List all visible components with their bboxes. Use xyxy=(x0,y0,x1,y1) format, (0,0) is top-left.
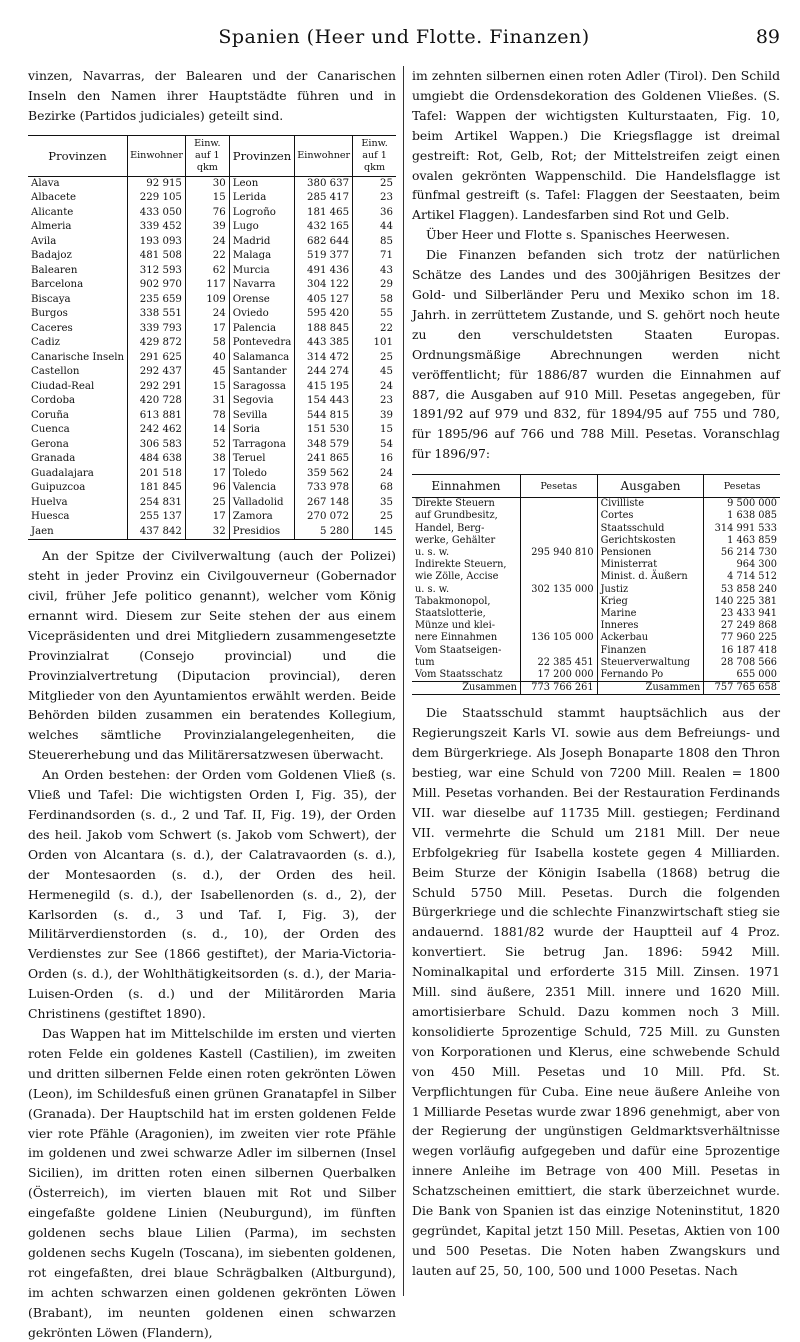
province-name: Segovia xyxy=(229,394,295,409)
province-population: 267 148 xyxy=(295,496,353,511)
document-page xyxy=(28,0,780,1340)
province-density: 15 xyxy=(353,423,396,438)
province-population: 188 845 xyxy=(295,322,353,337)
province-name: Zamora xyxy=(229,510,295,525)
total-income: 773 766 261 xyxy=(520,682,597,695)
army-reference-paragraph: Über Heer und Flotte s. Spanisches Heerwesen. xyxy=(426,227,730,243)
expense-item: Steuerverwaltung xyxy=(597,657,704,669)
income-item: werke, Gehälter xyxy=(415,534,496,546)
province-density: 24 xyxy=(353,467,396,482)
province-name: Saragossa xyxy=(229,380,295,395)
province-name: Granada xyxy=(31,453,76,465)
province-row xyxy=(28,249,396,264)
total-expense: 757 765 658 xyxy=(704,682,780,695)
province-density: 145 xyxy=(353,525,396,540)
expense-item: Minist. d. Äußern xyxy=(597,571,704,583)
expense-item: Marine xyxy=(597,608,704,620)
province-name: Biscaya xyxy=(31,293,71,305)
province-name: Malaga xyxy=(229,249,295,264)
province-row xyxy=(28,525,396,540)
income-item: tum xyxy=(415,656,435,668)
province-density: 58 xyxy=(185,336,229,351)
income-amount: 22 385 451 xyxy=(520,657,597,669)
budget-table xyxy=(412,474,780,695)
province-population: 151 530 xyxy=(295,423,353,438)
page-header xyxy=(28,26,780,56)
expense-amount: 28 708 566 xyxy=(704,657,780,669)
province-row xyxy=(28,191,396,206)
province-name: Alicante xyxy=(31,206,74,218)
budget-row xyxy=(412,498,780,511)
province-population: 285 417 xyxy=(295,191,353,206)
budget-total-row xyxy=(412,682,780,695)
province-row xyxy=(28,220,396,235)
province-density: 24 xyxy=(185,307,229,322)
province-population: 491 436 xyxy=(295,264,353,279)
province-population: 92 915 xyxy=(128,176,186,191)
right-column xyxy=(412,66,780,1281)
income-item: Indirekte Steuern, xyxy=(415,559,507,571)
province-population: 244 274 xyxy=(295,365,353,380)
province-density: 25 xyxy=(353,351,396,366)
province-population: 304 122 xyxy=(295,278,353,293)
province-row xyxy=(28,365,396,380)
expense-item: Krieg xyxy=(597,596,704,608)
income-amount xyxy=(520,510,597,522)
province-population: 229 105 xyxy=(128,191,186,206)
province-population: 595 420 xyxy=(295,307,353,322)
province-name: Guadalajara xyxy=(31,467,94,479)
expense-item: Ackerbau xyxy=(597,632,704,644)
province-name: Murcia xyxy=(229,264,295,279)
province-row xyxy=(28,206,396,221)
province-density: 39 xyxy=(185,220,229,235)
income-item: u. s. w. xyxy=(415,583,450,595)
page-number: 89 xyxy=(755,26,780,48)
province-density: 45 xyxy=(353,365,396,380)
income-amount: 136 105 000 xyxy=(520,632,597,644)
province-name: Almeria xyxy=(31,221,72,233)
province-population: 254 831 xyxy=(128,496,186,511)
intro-paragraph: vinzen, Navarras, der Balearen und der Canarischen Inseln den Namen ihrer Hauptstädte führen und in Bezirke (Partidos judiciales) geteilt sind. xyxy=(28,68,396,123)
province-population: 235 659 xyxy=(128,293,186,308)
expense-amount: 1 638 085 xyxy=(704,510,780,522)
province-population: 348 579 xyxy=(295,438,353,453)
expense-item: Cortes xyxy=(597,510,704,522)
income-amount xyxy=(520,608,597,620)
province-name: Coruña xyxy=(31,409,69,421)
province-row xyxy=(28,452,396,467)
province-population: 339 793 xyxy=(128,322,186,337)
province-density: 68 xyxy=(353,481,396,496)
province-density: 25 xyxy=(353,176,396,191)
province-density: 45 xyxy=(185,365,229,380)
province-name: Cuenca xyxy=(31,424,70,436)
col-header-province: Provinzen xyxy=(28,135,128,176)
province-name: Orense xyxy=(229,293,295,308)
income-item: nere Einnahmen xyxy=(415,632,498,644)
budget-row xyxy=(412,535,780,547)
province-population: 443 385 xyxy=(295,336,353,351)
budget-row xyxy=(412,547,780,559)
province-name: Huesca xyxy=(31,511,70,523)
province-row xyxy=(28,235,396,250)
budget-row xyxy=(412,596,780,608)
province-name: Lerida xyxy=(229,191,295,206)
province-population: 519 377 xyxy=(295,249,353,264)
province-population: 429 872 xyxy=(128,336,186,351)
province-name: Caceres xyxy=(31,322,73,334)
finances-paragraph: Die Finanzen befanden sich trotz der natürlichen Schätze des Landes und des 300jährigen Besitzes der Gold- und Silberländer Peru und Mexiko schon im 18. Jahrh. in zerrüttetem Zustande, und S. gehört noch heute zu den verschuldetsten Staaten Europas. Ordnungsmäßige Abrechnungen werden nicht veröffentlicht; für 1886/87 wurden die Einnahmen auf 887, die Ausgaben auf 910 Mill. Pesetas angegeben, für 1891/92 auf 979 und 832, für 1894/95 auf 755 und 780, für 1895/96 auf 766 und 788 Mill. Pesetas. Voranschlag für 1896/97: xyxy=(412,247,780,462)
expense-amount: 655 000 xyxy=(704,669,780,682)
province-density: 14 xyxy=(185,423,229,438)
province-row xyxy=(28,264,396,279)
expense-amount: 53 858 240 xyxy=(704,584,780,596)
province-population: 481 508 xyxy=(128,249,186,264)
income-amount xyxy=(520,571,597,583)
income-amount xyxy=(520,596,597,608)
budget-row xyxy=(412,608,780,620)
province-name: Salamanca xyxy=(229,351,295,366)
income-item: auf Grundbesitz, xyxy=(415,510,498,522)
province-name: Ciudad-Real xyxy=(31,380,95,392)
province-name: Barcelona xyxy=(31,279,84,291)
province-row xyxy=(28,176,396,191)
province-density: 17 xyxy=(185,467,229,482)
province-name: Gerona xyxy=(31,438,69,450)
budget-header-row xyxy=(412,475,780,498)
province-name: Albacete xyxy=(31,192,77,204)
province-density: 24 xyxy=(353,380,396,395)
provinces-header-row xyxy=(28,135,396,176)
province-row xyxy=(28,380,396,395)
column-divider xyxy=(403,66,404,1296)
province-population: 201 518 xyxy=(128,467,186,482)
expense-amount: 140 225 381 xyxy=(704,596,780,608)
province-name: Logroño xyxy=(229,206,295,221)
expense-amount: 964 300 xyxy=(704,559,780,571)
province-population: 291 625 xyxy=(128,351,186,366)
province-population: 241 865 xyxy=(295,452,353,467)
coat-of-arms-paragraph: Das Wappen hat im Mittelschilde im ersten und vierten roten Felde ein goldenes Kastell (Castilien), im zweiten und dritten silbernen Felde einen roten gekrönten Löwen (Leon), im Schildesfuß einen grünen Granatapfel in Silber (Granada). Der Hauptschild hat im ersten goldenen Felde vier rote Pfähle (Aragonien), im zweiten vier rote Pfähle im goldenen und zwei schwarze Adler im silbernen (Insel Sicilien), im dritten roten einen silbernen Querbalken (Österreich), im vierten blauen mit Rot und Silber eingefaßte goldene Linien (Neuburgund), im fünften goldenen sechs blaue Lilien (Parma), im sechsten goldenen sechs Kugeln (Toscana), im siebenten goldenen, rot eingefaßten, drei blaue Schrägbalken (Altburgund), im achten schwarzen einen goldenen gekrönten Löwen (Brabant), im neunten goldenen einen schwarzen gekrönten Löwen (Flandern), xyxy=(28,1025,396,1340)
province-population: 314 472 xyxy=(295,351,353,366)
expense-item: Pensionen xyxy=(597,547,704,559)
province-population: 339 452 xyxy=(128,220,186,235)
province-density: 32 xyxy=(185,525,229,540)
province-population: 338 551 xyxy=(128,307,186,322)
income-amount xyxy=(520,620,597,632)
province-row xyxy=(28,351,396,366)
province-density: 55 xyxy=(353,307,396,322)
income-item: u. s. w. xyxy=(415,546,450,558)
province-density: 25 xyxy=(353,510,396,525)
income-amount xyxy=(520,559,597,571)
budget-row xyxy=(412,584,780,596)
province-density: 17 xyxy=(185,510,229,525)
province-density: 117 xyxy=(185,278,229,293)
expense-item: Fernando Po xyxy=(597,669,704,682)
province-density: 16 xyxy=(353,452,396,467)
province-name: Valencia xyxy=(229,481,295,496)
expense-amount: 56 214 730 xyxy=(704,547,780,559)
income-amount: 17 200 000 xyxy=(520,669,597,682)
total-label-2: Zusammen xyxy=(597,682,704,695)
budget-table-body xyxy=(412,498,780,682)
province-density: 76 xyxy=(185,206,229,221)
col-header-population-2: Einwohner xyxy=(295,135,353,176)
province-population: 415 195 xyxy=(295,380,353,395)
province-name: Castellon xyxy=(31,366,80,378)
expense-amount: 77 960 225 xyxy=(704,632,780,644)
province-density: 38 xyxy=(185,452,229,467)
province-name: Presidios xyxy=(229,525,295,540)
province-row xyxy=(28,394,396,409)
expense-amount: 9 500 000 xyxy=(704,498,780,511)
province-density: 62 xyxy=(185,264,229,279)
province-population: 682 644 xyxy=(295,235,353,250)
province-density: 22 xyxy=(185,249,229,264)
province-row xyxy=(28,307,396,322)
province-density: 58 xyxy=(353,293,396,308)
income-item: Vom Staatseigen- xyxy=(415,644,502,656)
administration-paragraph: An der Spitze der Civilverwaltung (auch der Polizei) steht in jeder Provinz ein Civilgouverneur (Gobernador civil, früher Jefe politico genannt), welcher vom König ernannt wird. Diesem zur Seite stehen der aus einem Vicepräsidenten und drei Mitgliedern zusammengesetzte Provinzialrat (Consejo provincial) und die Provinzialvertretung (Diputacion provincial), deren Mitglieder von den Ayuntamientos erwählt werden. Beide Behörden bilden zusammen ein beratendes Kollegium, welches sämtliche Provinzialangelegenheiten, die Steuererhebung und das Militärersatzwesen überwacht. xyxy=(28,548,396,763)
expense-item: Staatsschuld xyxy=(597,523,704,535)
state-debt-paragraph: Die Staatsschuld stammt hauptsächlich aus der Regierungszeit Karls VI. sowie aus dem Befreiungs- und dem Bürgerkriege. Als Joseph Bonaparte 1808 den Thron bestieg, war eine Schuld von 7200 Mill. Realen = 1800 Mill. Pesetas vorhanden. Bei der Restauration Ferdinands VII. war dieselbe auf 11735 Mill. gestiegen; Ferdinand VII. vermehrte die Schuld um 2181 Mill. Der neue Erbfolgekrieg für Isabella kostete gegen 4 Milliarden. Beim Sturze der Königin Isabella (1868) betrug die Schuld 5750 Mill. Pesetas. Durch die folgenden Bürgerkriege und die schlechte Finanzwirtschaft stieg sie andauernd. 1881/82 wurde der Hauptteil auf 4 Proz. konvertiert. Sie betrug Jan. 1896: 5942 Mill. Nominalkapital und erforderte 315 Mill. Zinsen. 1971 Mill. sind äußere, 2351 Mill. innere und 1620 Mill. amortisierbare Schuld. Dazu kommen noch 3 Mill. konsolidierte 5prozentige Schuld, 725 Mill. zu Gunsten von Korporationen und Klerus, eine schwebende Schuld von 450 Mill. Pesetas und 10 Mill. Pfd. St. Verpflichtungen für Cuba. Eine neue äußere Anleihe von 1 Milliarde Pesetas wurde zwar 1896 genehmigt, aber von der Regierung der ungünstigen Geldmarktsverhältnisse wegen vorläufig aufgegeben und dafür eine 5prozentige innere Anleihe im Betrage von 400 Mill. Pesetas in Schatzscheinen emittiert, die stark überzeichnet wurde. Die Bank von Spanien ist das einzige Noteninstitut, 1820 gegründet, Kapital jetzt 150 Mill. Pesetas, Aktien von 100 und 500 Pesetas. Die Noten haben Zwangskurs und lauten auf 25, 50, 100, 500 und 1000 Pesetas. Nach xyxy=(412,705,780,1278)
income-amount xyxy=(520,645,597,657)
province-row xyxy=(28,293,396,308)
province-population: 733 978 xyxy=(295,481,353,496)
income-amount xyxy=(520,535,597,547)
income-item: Tabakmonopol, xyxy=(415,595,491,607)
col-header-pesetas-income: Pesetas xyxy=(520,475,597,498)
province-density: 35 xyxy=(353,496,396,511)
expense-item: Gerichtskosten xyxy=(597,535,704,547)
province-name: Guipuzcoa xyxy=(31,482,86,494)
province-density: 109 xyxy=(185,293,229,308)
province-row xyxy=(28,467,396,482)
budget-row xyxy=(412,510,780,522)
province-density: 44 xyxy=(353,220,396,235)
province-row xyxy=(28,438,396,453)
province-population: 484 638 xyxy=(128,452,186,467)
province-population: 181 465 xyxy=(295,206,353,221)
province-name: Jaen xyxy=(31,525,54,537)
province-name: Palencia xyxy=(229,322,295,337)
province-density: 29 xyxy=(353,278,396,293)
province-name: Canarische Inseln xyxy=(31,351,125,363)
province-name: Navarra xyxy=(229,278,295,293)
budget-row xyxy=(412,657,780,669)
provinces-table-body xyxy=(28,176,396,540)
col-header-population: Einwohner xyxy=(128,135,186,176)
income-amount: 302 135 000 xyxy=(520,584,597,596)
province-name: Cadiz xyxy=(31,337,61,349)
province-density: 15 xyxy=(185,191,229,206)
province-density: 36 xyxy=(353,206,396,221)
province-population: 359 562 xyxy=(295,467,353,482)
province-name: Huelva xyxy=(31,496,68,508)
province-density: 30 xyxy=(185,176,229,191)
province-name: Leon xyxy=(229,176,295,191)
province-population: 5 280 xyxy=(295,525,353,540)
province-name: Pontevedra xyxy=(229,336,295,351)
budget-row xyxy=(412,559,780,571)
income-amount xyxy=(520,498,597,511)
province-name: Teruel xyxy=(229,452,295,467)
province-name: Balearen xyxy=(31,264,78,276)
income-item: Handel, Berg- xyxy=(415,522,485,534)
budget-row xyxy=(412,620,780,632)
province-row xyxy=(28,510,396,525)
col-header-province-2: Provinzen xyxy=(229,135,295,176)
col-header-expense: Ausgaben xyxy=(597,475,704,498)
province-population: 433 050 xyxy=(128,206,186,221)
income-item: Staatslotterie, xyxy=(415,607,486,619)
left-column xyxy=(28,66,396,1342)
province-name: Avila xyxy=(31,235,57,247)
running-title: Spanien (Heer und Flotte. Finanzen) xyxy=(218,26,590,48)
province-row xyxy=(28,322,396,337)
province-row xyxy=(28,336,396,351)
flags-paragraph: im zehnten silbernen einen roten Adler (Tirol). Den Schild umgiebt die Ordensdekoration des Goldenen Vließes. (S. Tafel: Wappen der wichtigsten Kulturstaaten, Fig. 10, beim Artikel Wappen.) Die Kriegsflagge ist dreimal gestreift: Rot, Gelb, Rot; der Mittelstreifen zeigt einen ovalen gekrönten Wappenschild. Die Handelsflagge ist fünfmal gestreift (s. Tafel: Flaggen der Seestaaten, beim Artikel Flaggen). Landesfarben sind Rot und Gelb. xyxy=(412,68,780,223)
province-density: 23 xyxy=(353,394,396,409)
province-density: 17 xyxy=(185,322,229,337)
province-population: 292 437 xyxy=(128,365,186,380)
province-population: 544 815 xyxy=(295,409,353,424)
col-header-income: Einnahmen xyxy=(412,475,520,498)
province-density: 22 xyxy=(353,322,396,337)
province-density: 52 xyxy=(185,438,229,453)
income-item: wie Zölle, Accise xyxy=(415,571,499,583)
province-population: 420 728 xyxy=(128,394,186,409)
expense-amount: 27 249 868 xyxy=(704,620,780,632)
province-density: 24 xyxy=(185,235,229,250)
col-header-pesetas-expense: Pesetas xyxy=(704,475,780,498)
province-population: 902 970 xyxy=(128,278,186,293)
expense-amount: 314 991 533 xyxy=(704,523,780,535)
province-population: 242 462 xyxy=(128,423,186,438)
total-label: Zusammen xyxy=(412,682,520,695)
province-name: Alava xyxy=(31,177,60,189)
budget-row xyxy=(412,571,780,583)
province-population: 432 165 xyxy=(295,220,353,235)
province-population: 270 072 xyxy=(295,510,353,525)
expense-item: Finanzen xyxy=(597,645,704,657)
budget-row xyxy=(412,645,780,657)
province-name: Lugo xyxy=(229,220,295,235)
province-population: 292 291 xyxy=(128,380,186,395)
income-amount xyxy=(520,523,597,535)
province-name: Soria xyxy=(229,423,295,438)
expense-amount: 4 714 512 xyxy=(704,571,780,583)
income-item: Direkte Steuern xyxy=(415,498,495,510)
budget-row xyxy=(412,669,780,682)
province-population: 613 881 xyxy=(128,409,186,424)
province-density: 43 xyxy=(353,264,396,279)
province-name: Toledo xyxy=(229,467,295,482)
province-density: 25 xyxy=(185,496,229,511)
province-population: 306 583 xyxy=(128,438,186,453)
province-name: Tarragona xyxy=(229,438,295,453)
province-density: 54 xyxy=(353,438,396,453)
expense-item: Inneres xyxy=(597,620,704,632)
province-name: Santander xyxy=(229,365,295,380)
province-density: 39 xyxy=(353,409,396,424)
province-density: 23 xyxy=(353,191,396,206)
province-density: 78 xyxy=(185,409,229,424)
expense-amount: 1 463 859 xyxy=(704,535,780,547)
province-name: Cordoba xyxy=(31,395,76,407)
province-population: 255 137 xyxy=(128,510,186,525)
budget-row xyxy=(412,632,780,644)
province-density: 15 xyxy=(185,380,229,395)
expense-amount: 16 187 418 xyxy=(704,645,780,657)
provinces-table xyxy=(28,135,396,541)
province-density: 40 xyxy=(185,351,229,366)
expense-item: Civilliste xyxy=(597,498,704,511)
income-item: Vom Staatsschatz xyxy=(415,668,503,680)
province-density: 31 xyxy=(185,394,229,409)
province-row xyxy=(28,423,396,438)
income-amount: 295 940 810 xyxy=(520,547,597,559)
col-header-density-2: Einw. auf 1 qkm xyxy=(353,135,396,176)
province-population: 312 593 xyxy=(128,264,186,279)
expense-item: Ministerrat xyxy=(597,559,704,571)
province-density: 101 xyxy=(353,336,396,351)
province-population: 437 842 xyxy=(128,525,186,540)
expense-amount: 23 433 941 xyxy=(704,608,780,620)
province-population: 193 093 xyxy=(128,235,186,250)
province-name: Madrid xyxy=(229,235,295,250)
expense-item: Justiz xyxy=(597,584,704,596)
province-name: Badajoz xyxy=(31,250,72,262)
province-row xyxy=(28,278,396,293)
province-name: Oviedo xyxy=(229,307,295,322)
province-density: 71 xyxy=(353,249,396,264)
province-population: 380 637 xyxy=(295,176,353,191)
col-header-density: Einw. auf 1 qkm xyxy=(185,135,229,176)
province-population: 405 127 xyxy=(295,293,353,308)
province-row xyxy=(28,481,396,496)
province-density: 85 xyxy=(353,235,396,250)
budget-row xyxy=(412,523,780,535)
province-population: 154 443 xyxy=(295,394,353,409)
province-name: Burgos xyxy=(31,308,68,320)
province-name: Sevilla xyxy=(229,409,295,424)
province-row xyxy=(28,409,396,424)
province-population: 181 845 xyxy=(128,481,186,496)
orders-paragraph: An Orden bestehen: der Orden vom Goldenen Vließ (s. Vließ und Tafel: Die wichtigsten Orden I, Fig. 35), der Ferdinandsorden (s. d., 2 und Taf. II, Fig. 19), der Orden des heil. Jakob vom Schwert (s. Jakob vom Schwert), der Orden von Alcantara (s. d.), der Calatravaorden (s. d.), der Montesaorden (s. d.), der Orden des heil. Hermenegild (s. d.), der Isabellenorden (s. d., 2), der Karlsorden (s. d., 3 und Taf. I, Fig. 3), der Militärverdienstorden (s. d., 10), der Orden des Verdienstes zur See (1866 gestiftet), der Maria-Victoria-Orden (s. d.), der Wohlthätigkeitsorden (s. d.), der Maria-Luisen-Orden (s. d.) und der Militärorden Maria Christinens (gestiftet 1890). xyxy=(28,767,396,1022)
province-row xyxy=(28,496,396,511)
province-name: Valladolid xyxy=(229,496,295,511)
province-density: 96 xyxy=(185,481,229,496)
income-item: Münze und klei- xyxy=(415,620,496,632)
